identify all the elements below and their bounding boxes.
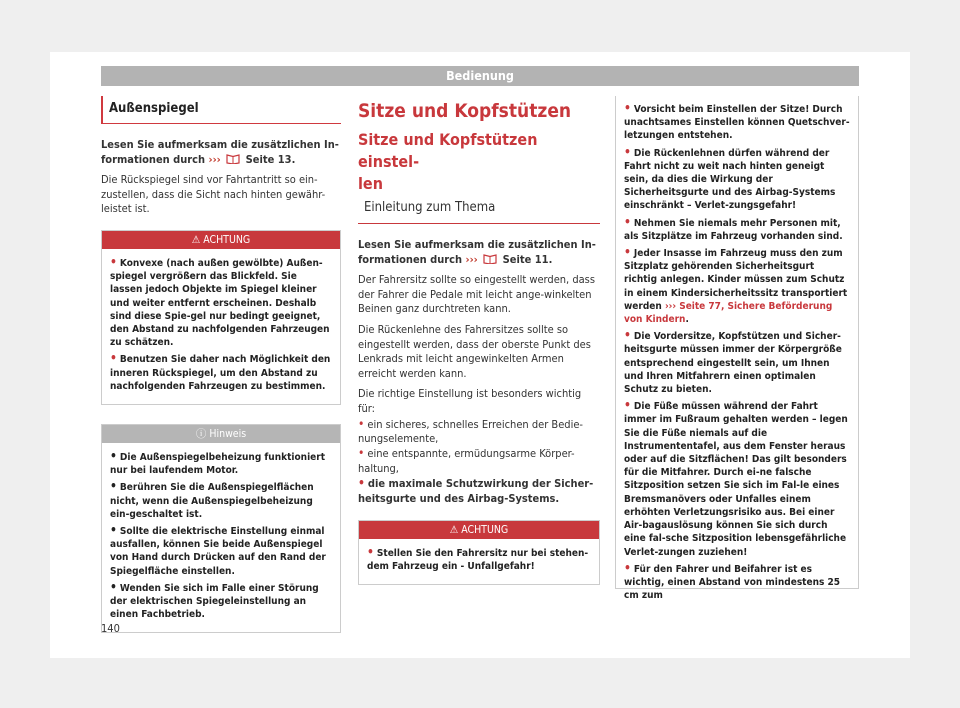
info-icon: ⓘ [195,428,207,440]
list-item: • Jeder Insasse im Fahrzeug muss den zum Sitzplatz gehörenden Sicherheitsgurt richtig anlegen. Kinder müssen zum Schutz in einem Kindersicherheitssitz transportiert werden ››› Seite 77, Sichere Beförderung von Kindern. [624,245,848,326]
cross-reference-link[interactable]: ››› Seite 77, Sichere Beförderung von Kindern [624,300,833,326]
list-item: • Die Rückenlehnen dürfen während der Fahrt nicht zu weit nach hinten geneigt sein, da dies die Wirkung der Sicherheitsgurte und des Airbag-Systems einschränkt – Verlet-zungsgefahr! [624,144,836,212]
warning-box-continued [615,96,859,602]
warning-icon: ⚠ [191,233,201,246]
warning-box-mirrors [101,230,341,405]
subsection-title: Einleitung zum Thema [364,200,496,215]
section-title-line-2: len [358,174,383,193]
list-item: • Wenden Sie sich im Falle einer Störung der elektrischen Spiegeleinstellung an einen Fachbetrieb. [110,579,319,621]
warning-box-seats [358,520,600,585]
column-seats [358,100,600,585]
section-title-outside-mirrors: Außenspiegel [101,96,341,124]
column-outside-mirrors [101,96,341,633]
list-item: • Die Außenspiegelbeheizung funktioniert nur bei laufendem Motor. [110,449,325,477]
list-item: • die maximale Schutzwirkung der Sicher-heitsgurte und des Airbag-Systems. [358,476,594,505]
list-item: • Nehmen Sie niemals mehr Personen mit, als Sitzplätze im Fahrzeug vorhanden sind. [624,214,843,242]
book-icon [226,153,240,164]
warning-icon: ⚠ [449,523,459,536]
intro-text: Die Rückspiegel sind vor Fahrtantritt so ein-zustellen, dass die Sicht nach hinten gewähr-leistet ist. [101,173,326,216]
list-item: • Konvexe (nach außen gewölbte) Außen-spiegel vergrößern das Blickfeld. Sie lassen jedoch Objekte im Spiegel kleiner und weiter entfernt erscheinen. Deshalb sind diese Spie-gel nur bedingt geeignet, den Abstand zu nachfolgenden Fahrzeugen zu schätzen. [110,254,330,349]
hint-header: ⓘ Hinweis [102,425,340,443]
list-item: • ein sicheres, schnelles Erreichen der Bedie-nungselemente, [358,416,583,445]
book-icon [483,253,497,264]
warning-header: ⚠ ACHTUNG [102,231,340,249]
list-item: • Berühren Sie die Außenspiegelflächen nicht, wenn die Außenspiegelbeheizung ein-geschaltet ist. [110,479,314,520]
list-item: • Benutzen Sie daher nach Möglichkeit den inneren Rückspiegel, um den Abstand zu nachfolgenden Fahrzeugen zu bestimmen. [110,351,331,392]
page-reference[interactable]: ››› Seite 11. [465,252,553,266]
page-reference[interactable]: ››› Seite 13. [208,152,296,166]
paragraph: Die Rückenlehne des Fahrersitzes sollte so eingestellt werden, dass der oberste Punkt des Lenkrads mit leicht angewinkelten Armen erreicht werden kann. [358,322,591,380]
page-number: 140 [101,622,120,635]
list-item: • Für den Fahrer und Beifahrer ist es wichtig, einen Abstand von mindestens 25 cm zum [624,560,841,602]
section-title-line-1: Sitze und Kopfstützen einstel- [358,130,538,171]
paragraph: Der Fahrersitz sollte so eingestellt werden, dass der Fahrer die Pedale mit leicht ange-winkelten Beinen ganz durchtreten kann. [358,273,595,316]
paragraph: Die richtige Einstellung ist besonders wichtig für: [358,387,582,415]
list-item: • Stellen Sie den Fahrersitz nur bei stehen-dem Fahrzeug ein - Unfallgefahr! [367,544,589,573]
list-item: • Die Füße müssen während der Fahrt immer im Fußraum gehalten werden – legen Sie die Füße niemals auf die Instrumententafel, aus dem Fenster heraus oder auf die Sitzflächen! Das gilt besonders für die Mitfahrer. Durch ei-ne falsche Sitzposition setzen Sie sich im Fal-le eines Bremsmanövers oder Unfalles einem erhöhten Verletzungsrisiko aus. Bei einer Air-bagauslösung können Sie sich durch eine fal-sche Sitzposition lebensgefährliche Verlet-zungen zuziehen! [624,398,848,558]
warning-header: ⚠ ACHTUNG [359,521,599,539]
chapter-header: Bedienung [101,66,859,86]
intro-line-1: Lesen Sie aufmerksam die zusätzlichen In- [101,138,339,151]
list-item: • Vorsicht beim Einstellen der Sitze! Durch unachtsames Einstellen können Quetschver-letzungen entstehen. [624,101,850,142]
intro-line-1: Lesen Sie aufmerksam die zusätzlichen In- [358,238,596,251]
list-item: • Die Vordersitze, Kopfstützen und Sicher-heitsgurte müssen immer der Körpergröße entsprechend eingestellt sein, um Ihnen und Ihren Mitfahrern einen optimalen Schutz zu bieten. [624,328,842,396]
hint-box-mirrors [101,424,341,633]
list-item: • eine entspannte, ermüdungsarme Körper-haltung, [358,446,575,475]
intro-line-2: formationen durch ››› Seite 11. [358,252,553,266]
intro-line-2: formationen durch ››› Seite 13. [101,152,296,166]
list-item: • Sollte die elektrische Einstellung einmal ausfallen, können Sie beide Außenspiegel von Hand durch Drücken auf den Rand der Spiegelfläche einstellen. [110,523,326,577]
column-warning-continued [615,96,859,602]
chapter-title: Sitze und Kopfstützen [358,100,572,122]
